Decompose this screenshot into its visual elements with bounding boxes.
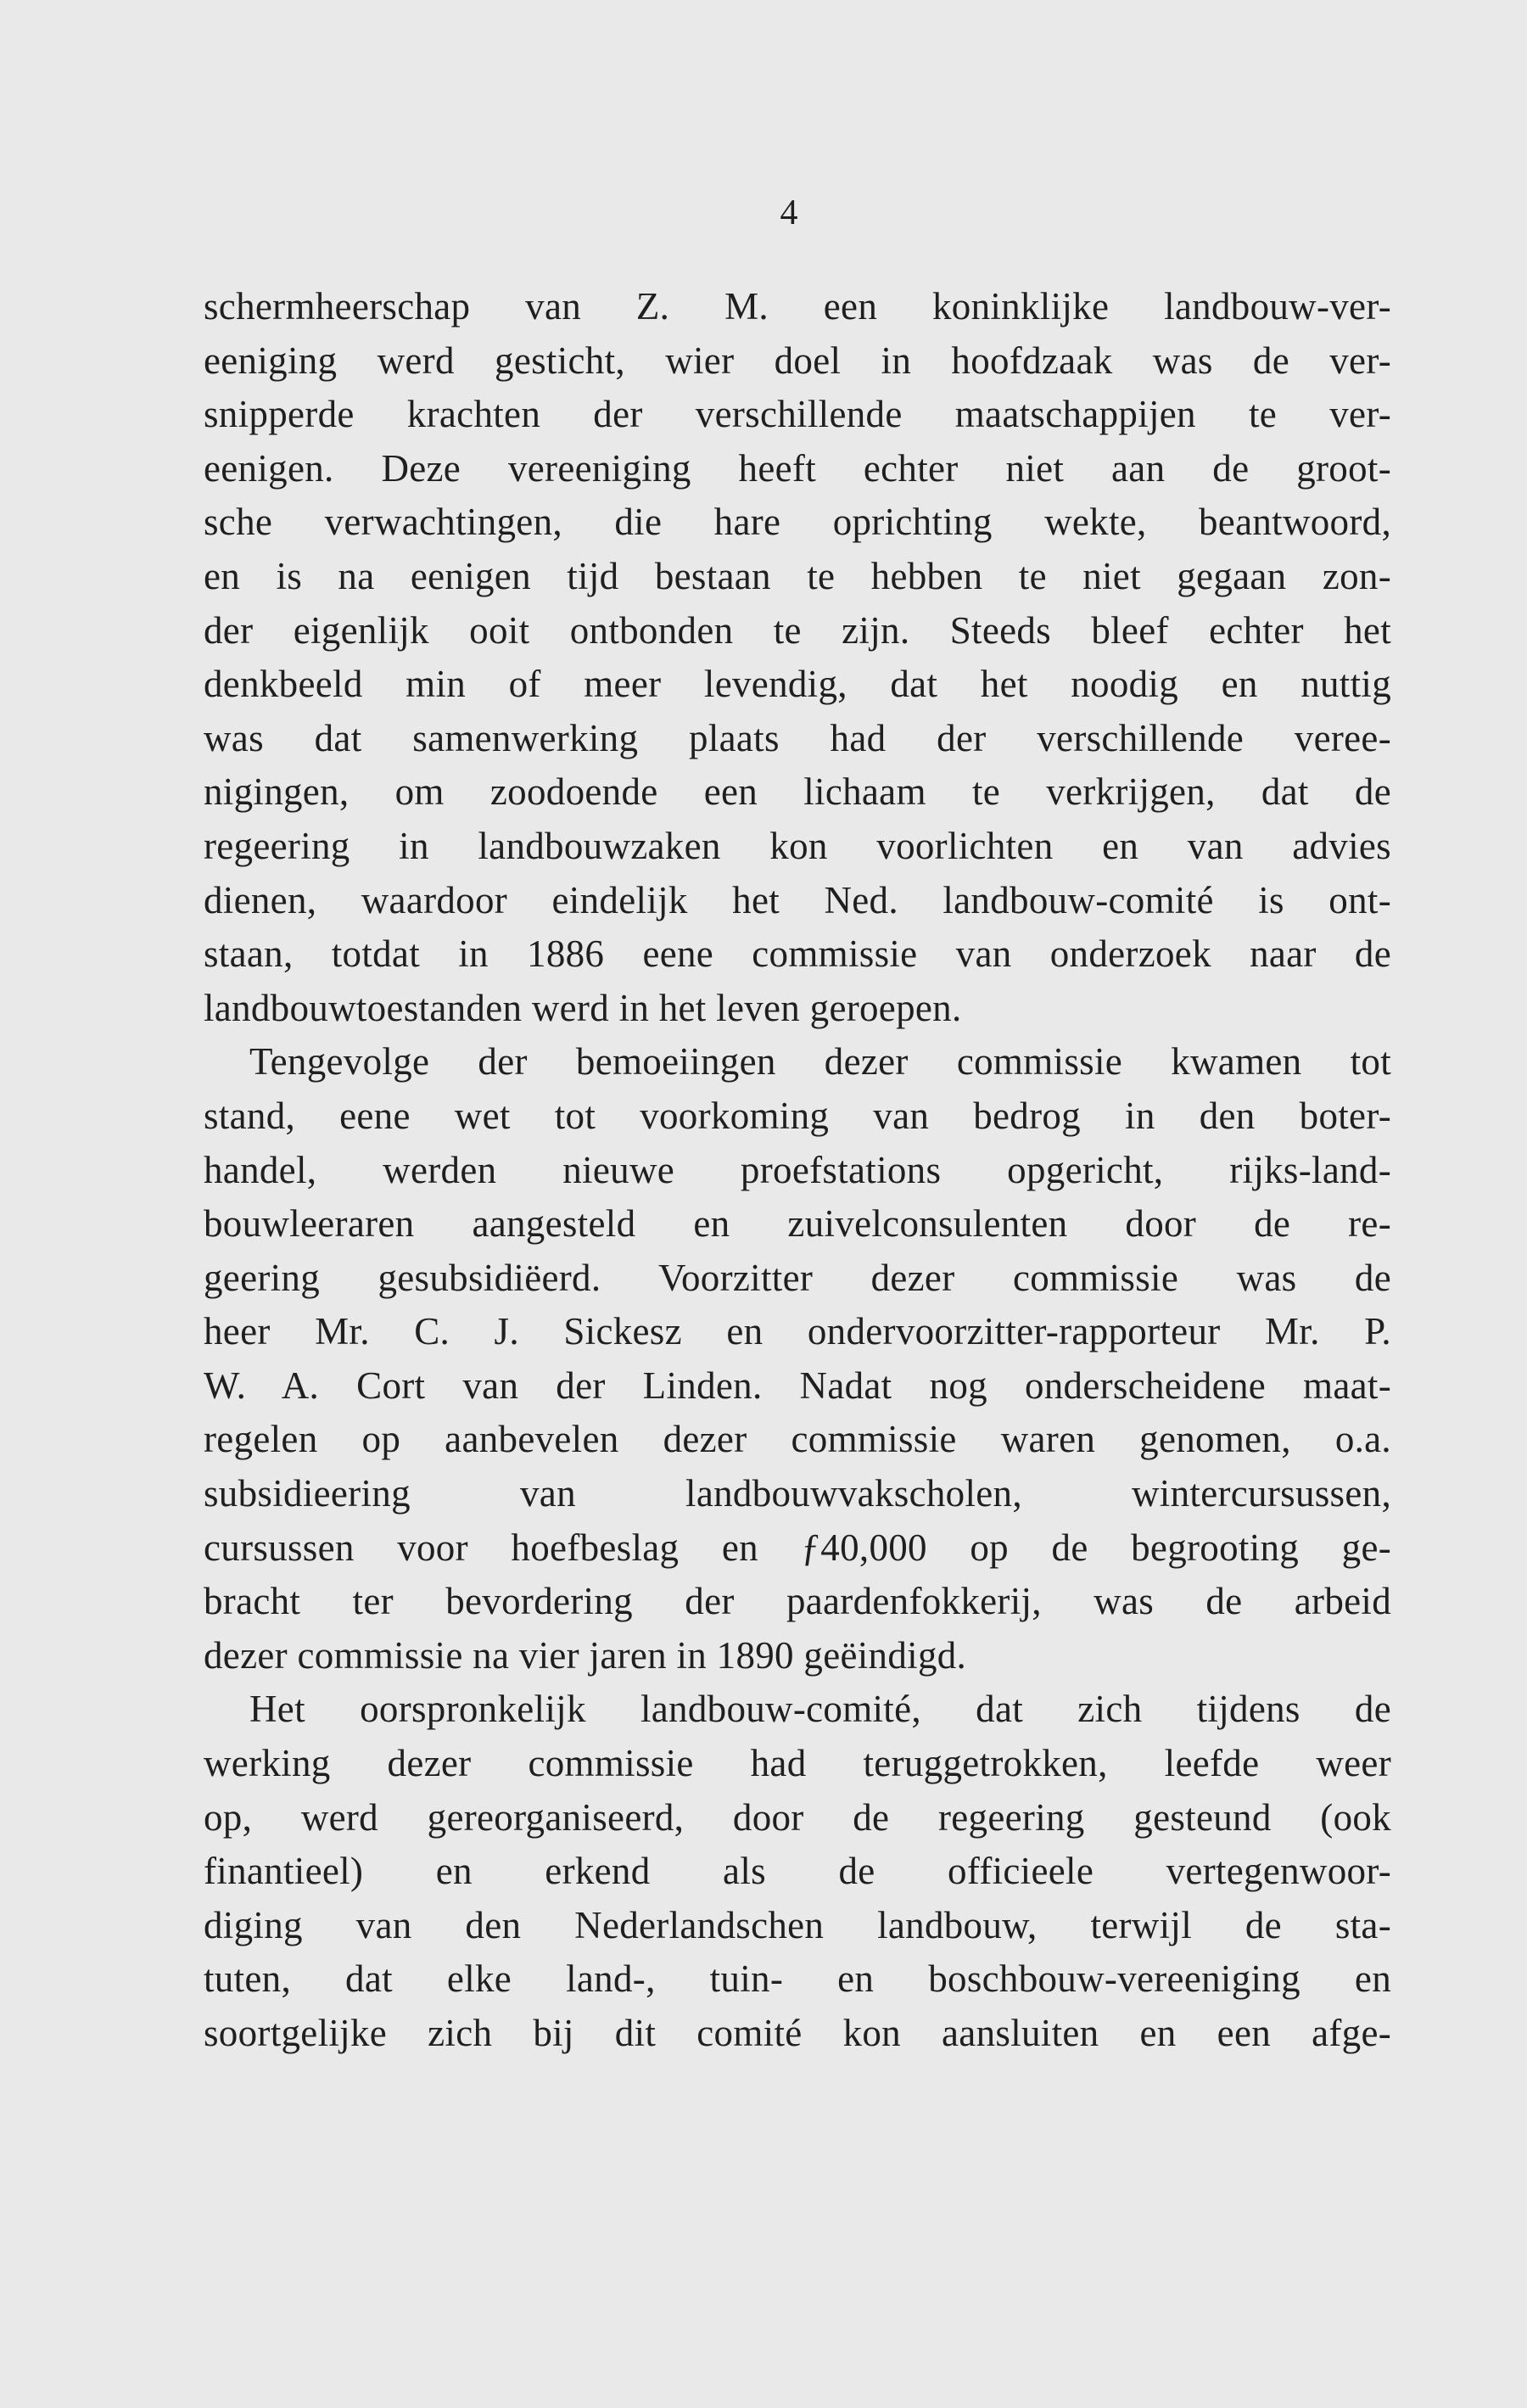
text-line: geering gesubsidiëerd. Voorzitter dezer commissie was de bbox=[204, 1256, 1391, 1299]
text-line: en is na eenigen tijd bestaan te hebben te niet gegaan zon- bbox=[204, 554, 1391, 597]
text-line: was dat samenwerking plaats had der verschillende veree- bbox=[204, 716, 1391, 759]
text-line: dienen, waardoor eindelijk het Ned. landbouw-comité is ont- bbox=[204, 878, 1391, 921]
text-line: W. A. Cort van der Linden. Nadat nog onderscheidene maat- bbox=[204, 1364, 1391, 1407]
text-line: landbouwtoestanden werd in het leven geroepen. bbox=[204, 986, 962, 1029]
text-line: dezer commissie na vier jaren in 1890 geëindigd. bbox=[204, 1633, 967, 1677]
text-line: eeniging werd gesticht, wier doel in hoofdzaak was de ver- bbox=[204, 339, 1391, 382]
text-line: bouwleeraren aangesteld en zuivelconsulenten door de re- bbox=[204, 1202, 1391, 1246]
text-line: regelen op aanbevelen dezer commissie waren genomen, o.a. bbox=[204, 1418, 1391, 1461]
text-line: tuten, dat elke land-, tuin- en boschbouw-vereeniging en bbox=[204, 1957, 1391, 2001]
text-line: bracht ter bevordering der paardenfokkerij, was de arbeid bbox=[204, 1580, 1391, 1623]
text-line: Tengevolge der bemoeiingen dezer commissie kwamen tot bbox=[249, 1040, 1391, 1084]
text-line: subsidieering van landbouwvakscholen, wintercursussen, bbox=[204, 1472, 1391, 1515]
text-line: snipperde krachten der verschillende maatschappijen te ver- bbox=[204, 393, 1391, 436]
text-line: der eigenlijk ooit ontbonden te zijn. Steeds bleef echter het bbox=[204, 608, 1391, 652]
text-line: werking dezer commissie had teruggetrokken, leefde weer bbox=[204, 1742, 1391, 1785]
text-line: eenigen. Deze vereeniging heeft echter niet aan de groot- bbox=[204, 446, 1391, 490]
page-number: 4 bbox=[780, 193, 798, 232]
text-line: handel, werden nieuwe proefstations opgericht, rijks-land- bbox=[204, 1148, 1391, 1191]
text-line: schermheerschap van Z. M. een koninklijke landbouw-ver- bbox=[204, 285, 1391, 328]
text-line: op, werd gereorganiseerd, door de regeering gesteund (ook bbox=[204, 1795, 1391, 1839]
text-line: regeering in landbouwzaken kon voorlichten en van advies bbox=[204, 824, 1391, 867]
body-text bbox=[204, 280, 1391, 2061]
text-line: Het oorspronkelijk landbouw-comité, dat zich tijdens de bbox=[249, 1688, 1391, 1731]
text-line: stand, eene wet tot voorkoming van bedrog in den boter- bbox=[204, 1094, 1391, 1137]
text-line: heer Mr. C. J. Sickesz en ondervoorzitter-rapporteur Mr. P. bbox=[204, 1310, 1391, 1353]
text-line: cursussen voor hoefbeslag en ƒ40,000 op de begrooting ge- bbox=[204, 1526, 1391, 1569]
text-line: soortgelijke zich bij dit comité kon aansluiten en een afge- bbox=[204, 2012, 1391, 2054]
text-line: diging van den Nederlandschen landbouw, terwijl de sta- bbox=[204, 1903, 1391, 1946]
text-line: finantieel) en erkend als de officieele vertegenwoor- bbox=[204, 1850, 1391, 1893]
text-line: sche verwachtingen, die hare oprichting wekte, beantwoord, bbox=[204, 501, 1391, 544]
text-line: denkbeeld min of meer levendig, dat het noodig en nuttig bbox=[204, 663, 1391, 706]
text-line: nigingen, om zoodoende een lichaam te verkrijgen, dat de bbox=[204, 770, 1391, 814]
text-line: staan, totdat in 1886 eene commissie van onderzoek naar de bbox=[204, 932, 1391, 976]
